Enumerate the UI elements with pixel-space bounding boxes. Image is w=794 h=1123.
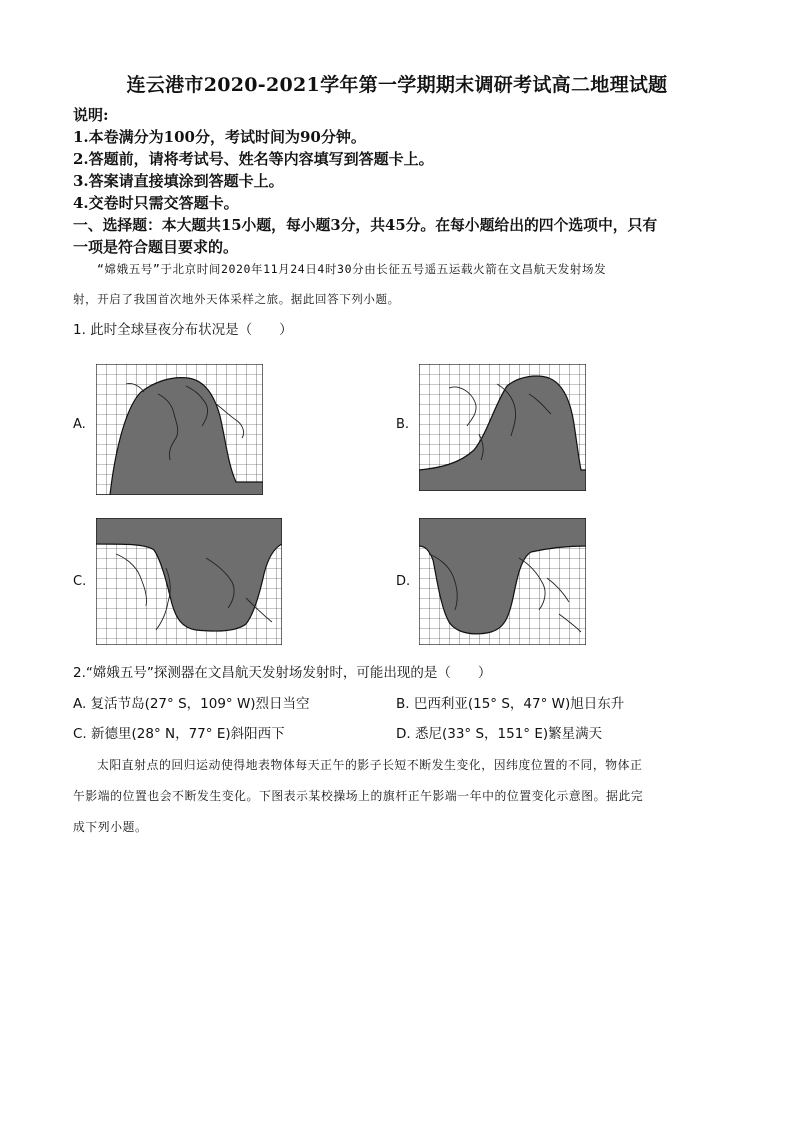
map-label-c: C.: [73, 574, 87, 589]
passage1-line2: 射，开启了我国首次地外天体采样之旅。据此回答下列小题。: [73, 292, 400, 306]
question2-option-c: C. 新德里(28° N，77° E)斜阳西下: [73, 726, 285, 742]
question1-stem: 1. 此时全球昼夜分布状况是（ ）: [73, 322, 293, 338]
map-label-a: A.: [73, 417, 86, 432]
question2-stem: 2.“嫦娥五号”探测器在文昌航天发射场发射时，可能出现的是（ ）: [73, 665, 492, 681]
section-heading-line1: 一、选择题：本大题共15小题，每小题3分，共45分。在每小题给出的四个选项中，只有: [73, 217, 658, 234]
passage2-line3: 成下列小题。: [73, 820, 148, 834]
instruction-item: 1.本卷满分为100分，考试时间为90分钟。: [73, 128, 366, 146]
passage2-line2: 午影端的位置也会不断发生变化。下图表示某校操场上的旗杆正午影端一年中的位置变化示意图。据此完: [73, 789, 644, 803]
passage1-line1: “嫦娥五号”于北京时间2020年11月24日4时30分由长征五号遥五运载火箭在文昌航天发射场发: [97, 262, 607, 276]
instructions-header: 说明:: [73, 106, 109, 124]
instruction-item: 3.答案请直接填涂到答题卡上。: [73, 172, 284, 190]
instruction-item: 4.交卷时只需交答题卡。: [73, 194, 239, 212]
section-heading-line2: 一项是符合题目要求的。: [73, 238, 239, 256]
day-night-map-d: [419, 518, 586, 645]
page-title: 连云港市2020-2021学年第一学期期末调研考试高二地理试题: [126, 74, 668, 96]
day-night-map-a: [96, 364, 263, 495]
map-label-d: D.: [396, 574, 411, 589]
day-night-map-c: [96, 518, 282, 645]
passage2-line1: 太阳直射点的回归运动使得地表物体每天正午的影子长短不断发生变化，因纬度位置的不同，物体正: [97, 758, 643, 772]
question2-option-a: A. 复活节岛(27° S，109° W)烈日当空: [73, 696, 310, 712]
question2-option-b: B. 巴西利亚(15° S，47° W)旭日东升: [396, 696, 625, 712]
map-label-b: B.: [396, 417, 410, 432]
instruction-item: 2.答题前，请将考试号、姓名等内容填写到答题卡上。: [73, 150, 434, 168]
day-night-map-b: [419, 364, 586, 491]
question2-option-d: D. 悉尼(33° S，151° E)繁星满天: [396, 726, 603, 742]
